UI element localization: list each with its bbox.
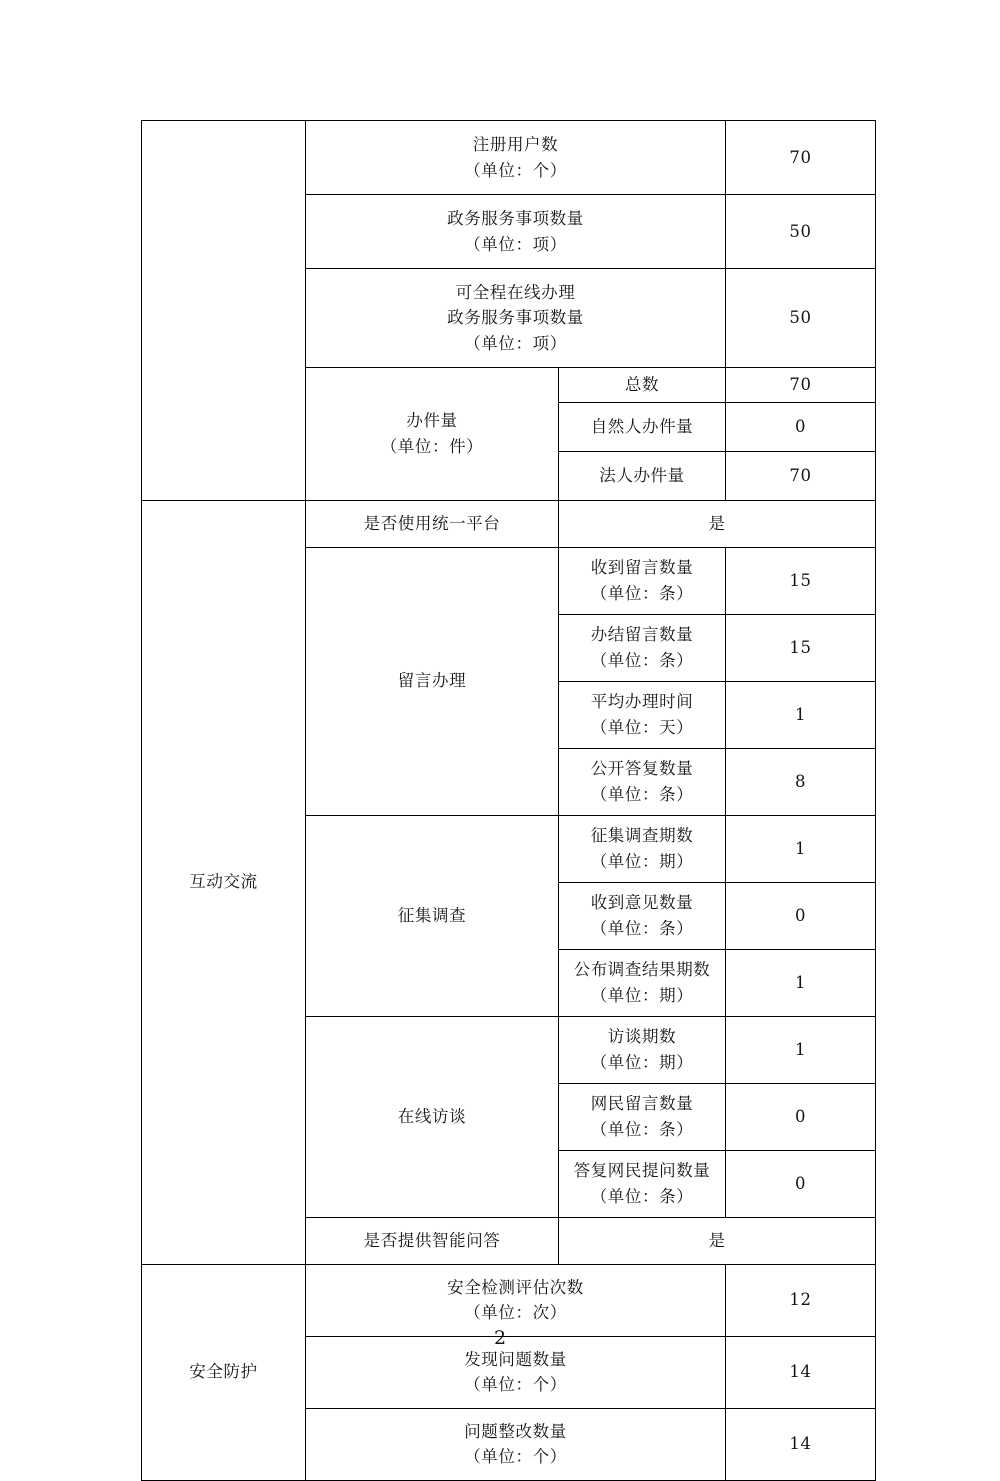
item-line: （单位：条） [590, 1119, 694, 1139]
item-label-netizen-questions-answered [559, 1150, 726, 1217]
sublabel-transaction-legal-person: 法人办件量 [559, 451, 726, 500]
page-number: 2 [493, 1327, 507, 1349]
value-netizen-messages: 0 [726, 1083, 876, 1150]
value-survey-periods: 1 [726, 815, 876, 882]
item-line: （单位：期） [590, 985, 694, 1005]
category-cell-security-protection: 安全防护 [142, 1264, 306, 1480]
item-line: 办结留言数量 [590, 625, 694, 644]
value-unified-platform: 是 [559, 500, 876, 547]
item-line: （单位：次） [464, 1303, 567, 1323]
item-line: （单位：期） [590, 851, 694, 871]
item-label-public-replies [559, 748, 726, 815]
value-netizen-questions-answered: 0 [726, 1150, 876, 1217]
item-label-unified-platform [306, 500, 559, 547]
item-label-published-survey-results [559, 949, 726, 1016]
value-registered-users: 70 [726, 121, 876, 195]
item-label-security-assessments [306, 1264, 726, 1336]
item-line: 发现问题数量 [464, 1349, 567, 1369]
item-line: （单位：件） [380, 436, 484, 456]
group-label-online-interview: 在线访谈 [306, 1016, 559, 1217]
item-label-intelligent-qa [306, 1217, 559, 1264]
sublabel-transaction-total: 总数 [559, 368, 726, 403]
table-row [142, 121, 876, 195]
value-messages-received: 15 [726, 547, 876, 614]
table-body [142, 121, 876, 1481]
item-line: 政务服务事项数量 [447, 308, 584, 328]
value-published-survey-results: 1 [726, 949, 876, 1016]
item-line: 是否使用统一平台 [363, 513, 501, 533]
value-transaction-legal-person: 70 [726, 451, 876, 500]
value-security-assessments: 12 [726, 1264, 876, 1336]
value-service-items-count: 50 [726, 195, 876, 269]
item-label-opinions-received [559, 882, 726, 949]
item-line: （单位：条） [590, 784, 694, 804]
table-row [142, 1264, 876, 1336]
value-transaction-natural-person: 0 [726, 402, 876, 451]
sublabel-transaction-natural-person: 自然人办件量 [559, 402, 726, 451]
item-line: （单位：项） [464, 333, 567, 353]
item-line: （单位：条） [590, 650, 694, 670]
item-label-transaction-volume [306, 368, 559, 501]
item-line: （单位：天） [590, 717, 694, 737]
item-label-full-online-service-items [306, 269, 726, 368]
item-line: （单位：条） [590, 1186, 694, 1206]
item-line: （单位：个） [464, 1447, 567, 1467]
value-messages-resolved: 15 [726, 614, 876, 681]
item-line: 征集调查期数 [590, 826, 694, 845]
item-line: 网民留言数量 [590, 1094, 694, 1113]
report-table-container [141, 120, 875, 1481]
item-line: 注册用户数 [472, 134, 559, 154]
item-line: 平均办理时间 [590, 692, 694, 711]
item-line: 是否提供智能问答 [363, 1230, 501, 1250]
category-cell-interactive-communication: 互动交流 [142, 500, 306, 1264]
value-intelligent-qa: 是 [559, 1217, 876, 1264]
value-issues-found: 14 [726, 1336, 876, 1408]
item-label-messages-received [559, 547, 726, 614]
category-cell-section1 [142, 121, 306, 501]
item-label-service-items-count [306, 195, 726, 269]
item-label-issues-rectified [306, 1408, 726, 1480]
item-line: （单位：个） [464, 1375, 567, 1395]
item-line: 访谈期数 [607, 1027, 677, 1046]
item-label-interview-periods [559, 1016, 726, 1083]
value-average-handling-time: 1 [726, 681, 876, 748]
item-line: （单位：条） [590, 918, 694, 938]
item-line: （单位：条） [590, 583, 694, 603]
government-website-report-table [141, 120, 876, 1481]
item-line: （单位：项） [464, 234, 567, 254]
value-public-replies: 8 [726, 748, 876, 815]
group-label-solicitation-survey: 征集调查 [306, 815, 559, 1016]
item-line: 问题整改数量 [464, 1421, 567, 1441]
item-label-netizen-messages [559, 1083, 726, 1150]
item-line: 收到留言数量 [590, 558, 694, 577]
table-row [142, 500, 876, 547]
item-line: 收到意见数量 [590, 893, 694, 912]
item-label-messages-resolved [559, 614, 726, 681]
value-interview-periods: 1 [726, 1016, 876, 1083]
item-label-registered-users [306, 121, 726, 195]
value-full-online-service-items: 50 [726, 269, 876, 368]
item-label-survey-periods [559, 815, 726, 882]
item-line: （单位：个） [464, 160, 567, 180]
group-label-message-handling: 留言办理 [306, 547, 559, 815]
item-line: 政务服务事项数量 [447, 208, 584, 228]
item-line: 安全检测评估次数 [447, 1277, 584, 1297]
value-transaction-total: 70 [726, 368, 876, 403]
item-line: 公开答复数量 [590, 759, 694, 778]
item-line: （单位：期） [590, 1052, 694, 1072]
value-issues-rectified: 14 [726, 1408, 876, 1480]
item-label-average-handling-time [559, 681, 726, 748]
item-line: 答复网民提问数量 [573, 1161, 711, 1180]
value-opinions-received: 0 [726, 882, 876, 949]
item-line: 公布调查结果期数 [573, 960, 711, 979]
item-line: 可全程在线办理 [455, 282, 576, 302]
item-line: 办件量 [406, 411, 458, 431]
